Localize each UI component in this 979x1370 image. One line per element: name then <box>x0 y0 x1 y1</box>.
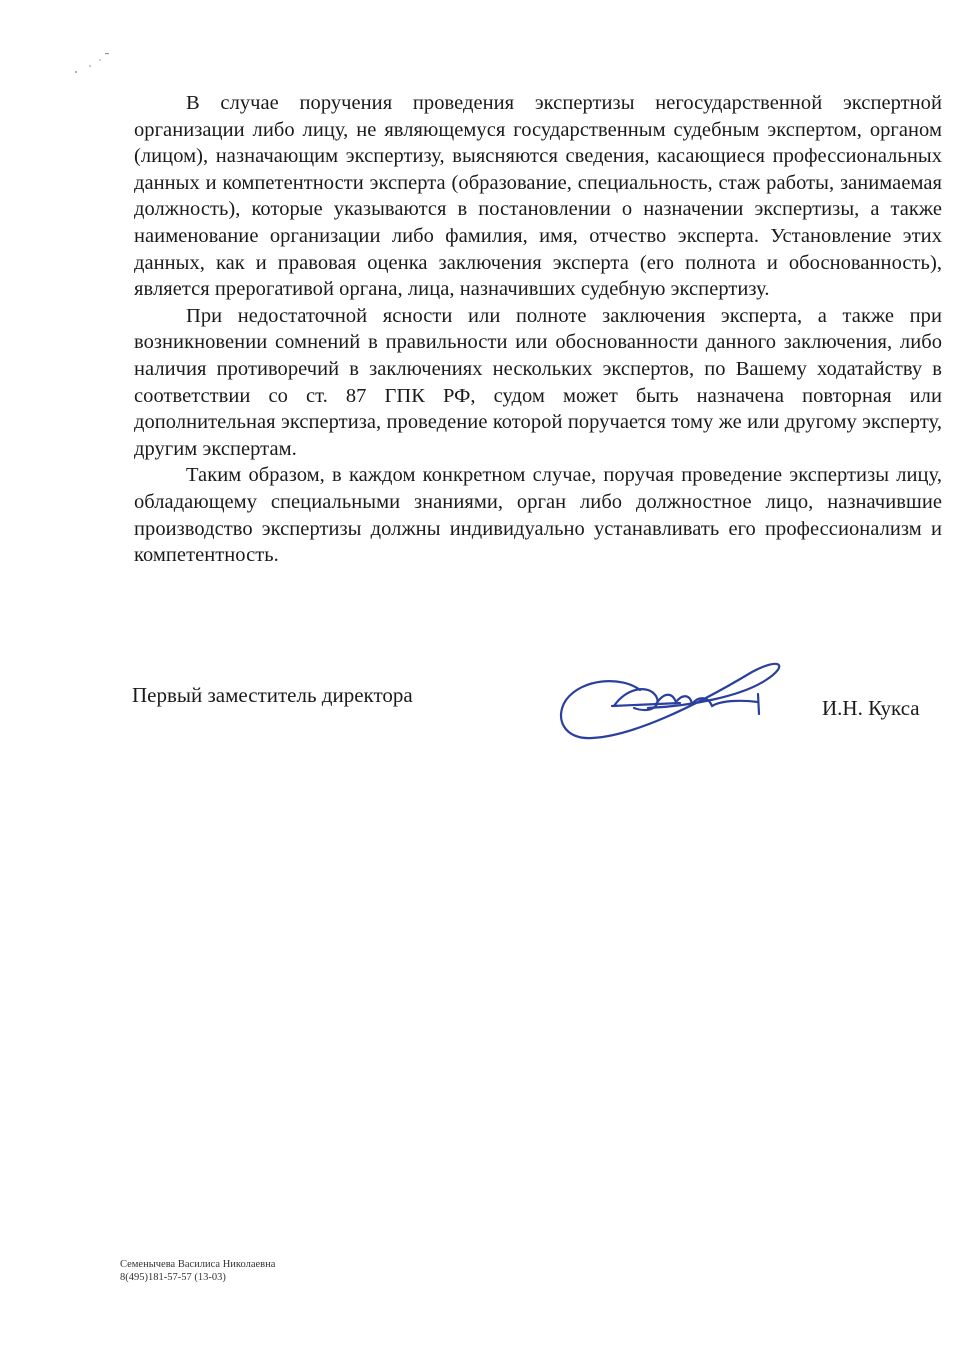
letter-body <box>134 90 942 569</box>
paragraph-3: Таким образом, в каждом конкретном случае, поручая проведение экспертизы лицу, обладающему специальными знаниями, орган либо должностное лицо, назначившие производство экспертизы должны индивидуально устанавливать его профессионализм и компетентность. <box>134 464 942 567</box>
paragraph-1: В случае поручения проведения экспертизы негосударственной экспертной организации либо лицу, не являющемуся государственным судебным экспертом, органом (лицом), назначающим экспертизу, выясняются сведения, касающиеся профессиональных данных и компетентности эксперта (образование, специальность, стаж работы, занимаемая должность), которые указываются в постановлении о назначении экспертизы, а также наименование организации либо фамилия, имя, отчество эксперта. Установление этих данных, как и правовая оценка заключения эксперта (его полнота и обоснованность), является прерогативой органа, лица, назначивших судебную экспертизу. <box>134 92 942 301</box>
contact-name: Семенычева Василиса Николаевна <box>120 1259 276 1270</box>
paragraph-2: При недостаточной ясности или полноте заключения эксперта, а также при возникновении сомнений в правильности или обоснованности данного заключения, либо наличия противоречий в заключениях нескольких экспертов, по Вашему ходатайству в соответствии со ст. 87 ГПК РФ, судом может быть назначена повторная или дополнительная экспертиза, проведение которой поручается тому же или другому эксперту, другим экспертам. <box>134 304 942 460</box>
scan-speck-marks <box>70 48 120 78</box>
contact-phone: 8(495)181-57-57 (13-03) <box>120 1272 226 1283</box>
handwritten-signature <box>552 648 792 748</box>
contact-info <box>120 1258 275 1284</box>
signer-position-title: Первый заместитель директора <box>132 683 413 707</box>
signer-name: И.Н. Кукса <box>822 696 920 720</box>
